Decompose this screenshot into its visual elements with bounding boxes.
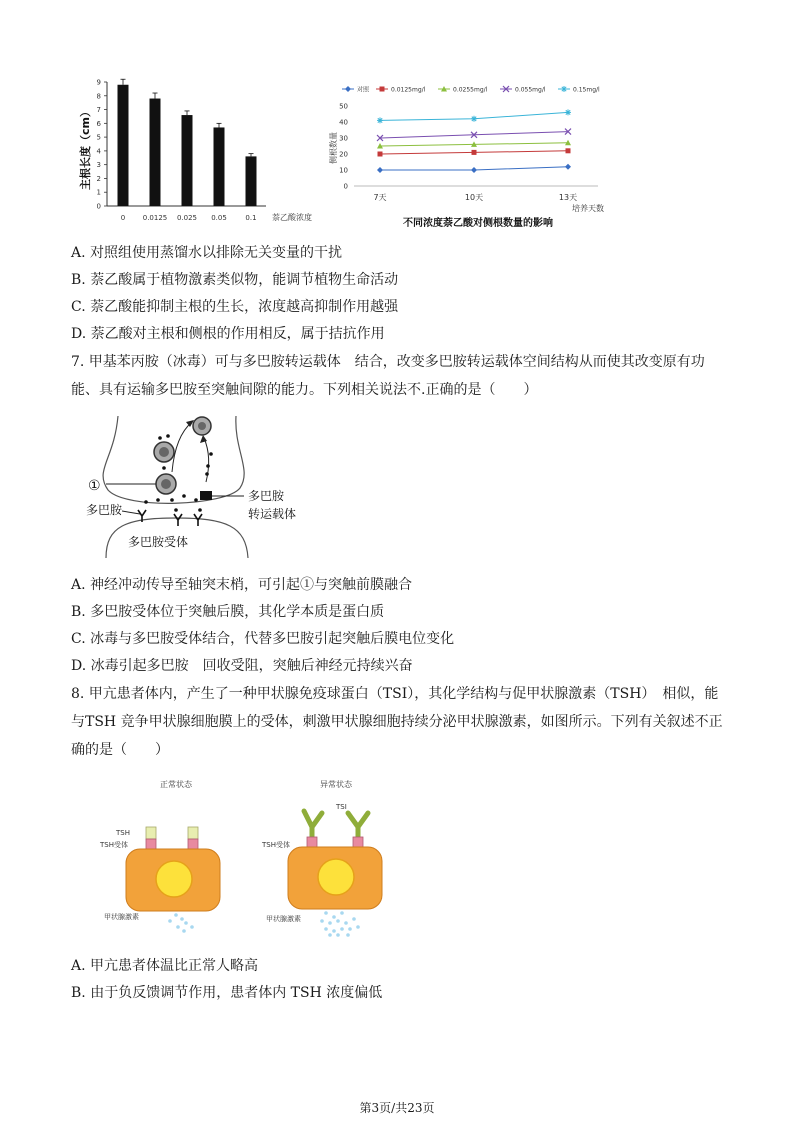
- line-y-tick-label-3: 30: [339, 134, 348, 143]
- vesicle: [154, 442, 174, 462]
- abnormal-nucleus: [318, 859, 354, 895]
- line-point-0-2: [565, 164, 571, 170]
- bar-y-tick-label-2: 2: [96, 174, 101, 183]
- bar-y-tick-label-1: 1: [96, 188, 101, 197]
- bar-4: [246, 156, 257, 206]
- q6-option-d: D. 萘乙酸对主根和侧根的作用相反，属于拮抗作用: [71, 326, 385, 342]
- tsi-antibody-2: [348, 813, 368, 837]
- tsi-antibody-1: [304, 811, 322, 837]
- legend-label-4: 0.15mg/l: [573, 86, 600, 94]
- line-point-0-0: [377, 167, 383, 173]
- legend-label-1: 0.0125mg/l: [391, 86, 426, 94]
- bar-x-tick-label-4: 0.1: [245, 214, 257, 222]
- label-tsh-receptor-normal: TSH受体: [100, 841, 128, 849]
- vesicle-1: [156, 474, 176, 494]
- arrow-vesicle-up: [172, 422, 192, 472]
- q6-option-a: A. 对照组使用蒸馏水以排除无关变量的干扰: [71, 245, 343, 261]
- line-point-1-2: [566, 148, 571, 153]
- label-normal-state: 正常状态: [160, 780, 192, 789]
- normal-tsh-2: [188, 827, 198, 839]
- line-point-4-2: [565, 109, 571, 115]
- line-x-tick-label-1: 10天: [464, 193, 484, 202]
- line-y-tick-label-2: 20: [339, 150, 348, 159]
- line-point-0-1: [471, 167, 477, 173]
- label-circle-1: ①: [88, 478, 101, 494]
- bar-y-tick-label-0: 0: [96, 202, 101, 211]
- line-x-tick-label-0: 7天: [373, 193, 387, 202]
- q8-stem: 8. 甲亢患者体内，产生了一种甲状腺免疫球蛋白（TSI），其化学结构与促甲状腺激素（TSH） 相似，能与TSH 竞争甲状腺细胞膜上的受体，刺激甲状腺细胞持续分泌甲状腺激素，如图所示。下列有关叙述不正确的是（ ）: [71, 686, 723, 758]
- label-tsh-receptor-abnormal: TSH受体: [262, 841, 290, 849]
- line-y-tick-label-0: 0: [343, 182, 348, 191]
- q6-option-c: C. 萘乙酸能抑制主根的生长，浓度越高抑制作用越强: [71, 299, 399, 315]
- q8-option-b: B. 由于负反馈调节作用，患者体内 TSH 浓度偏低: [71, 985, 383, 1001]
- bar-3: [214, 127, 225, 206]
- label-transporter-1: 多巴胺: [248, 489, 285, 503]
- legend-marker-0: [345, 86, 351, 92]
- legend-marker-1: [380, 87, 385, 92]
- legend-label-2: 0.0255mg/l: [453, 86, 488, 94]
- bar-y-tick-label-4: 4: [96, 147, 101, 156]
- line-chart-caption: 不同浓度萘乙酸对侧根数量的影响: [403, 218, 553, 229]
- label-tsi: TSI: [336, 803, 347, 811]
- line-point-1-1: [472, 150, 477, 155]
- line-point-4-0: [377, 117, 383, 123]
- line-x-tick-label-2: 13天: [558, 193, 578, 202]
- bar-chart-xlabel: 萘乙酸浓度: [272, 213, 312, 222]
- page-footer: 第3页/共23页: [359, 1101, 435, 1115]
- line-chart-xlabel: 培养天数: [572, 204, 604, 213]
- legend-label-0: 对照: [357, 86, 370, 94]
- bar-x-tick-label-3: 0.05: [211, 214, 227, 222]
- dopamine-transporter: [200, 491, 212, 500]
- legend-label-3: 0.055mg/l: [515, 86, 546, 94]
- label-dopamine-receptor: 多巴胺受体: [128, 535, 189, 549]
- q8-option-a: A. 甲亢患者体温比正常人略高: [71, 958, 259, 974]
- dopamine-dots: [144, 434, 213, 512]
- label-thyroid-hormone-abnormal: 甲状腺激素: [266, 915, 301, 923]
- abnormal-hormone-dots: [320, 911, 360, 937]
- q7-option-d: D. 冰毒引起多巴胺 回收受阻，突触后神经元持续兴奋: [71, 658, 413, 674]
- label-abnormal-state: 异常状态: [320, 780, 352, 789]
- line-point-4-1: [471, 116, 477, 122]
- line-chart: [318, 78, 618, 230]
- normal-tsh-1: [146, 827, 156, 839]
- thyroid-diagram: [86, 773, 406, 943]
- line-y-tick-label-5: 50: [339, 102, 348, 111]
- bar-y-tick-label-7: 7: [96, 106, 101, 115]
- line-y-tick-label-1: 10: [339, 166, 348, 175]
- line-chart-ylabel: 侧根数量: [329, 132, 338, 164]
- synapse-diagram: [76, 410, 336, 568]
- line-point-1-0: [378, 152, 383, 157]
- normal-hormone-dots: [168, 913, 194, 933]
- normal-nucleus: [156, 861, 192, 897]
- bar-y-tick-label-5: 5: [96, 133, 101, 142]
- bar-y-tick-label-6: 6: [96, 119, 101, 128]
- bar-x-tick-label-0: 0: [120, 214, 126, 222]
- label-dopamine: 多巴胺: [86, 503, 123, 517]
- q7-stem: 7. 甲基苯丙胺（冰毒）可与多巴胺转运载体 结合，改变多巴胺转运载体空间结构从而使其改变原有功能、具有运输多巴胺至突触间隙的能力。下列相关说法不.正确的是（ ）: [71, 354, 705, 398]
- bar-x-tick-label-1: 0.0125: [142, 214, 168, 222]
- legend-marker-4: [561, 86, 567, 92]
- bar-chart-ylabel: 主根长度（cm）: [79, 106, 92, 190]
- q7-option-a: A. 神经冲动传导至轴突末梢，可引起①与突触前膜融合: [71, 577, 413, 593]
- bar-0: [118, 85, 129, 206]
- label-transporter-2: 转运载体: [248, 507, 297, 521]
- line-y-tick-label-4: 40: [339, 118, 348, 127]
- bar-y-tick-label-9: 9: [96, 78, 101, 87]
- bar-1: [150, 99, 161, 206]
- bar-y-tick-label-8: 8: [96, 92, 101, 101]
- bar-chart: [76, 70, 312, 230]
- q7-option-b: B. 多巴胺受体位于突触后膜，其化学本质是蛋白质: [71, 604, 385, 620]
- q7-option-c: C. 冰毒与多巴胺受体结合，代替多巴胺引起突触后膜电位变化: [71, 631, 455, 647]
- bar-2: [182, 115, 193, 206]
- dopamine-leader: [122, 511, 140, 514]
- bar-x-tick-label-2: 0.025: [176, 214, 198, 222]
- q6-option-b: B. 萘乙酸属于植物激素类似物，能调节植物生命活动: [71, 272, 399, 288]
- bar-y-tick-label-3: 3: [96, 161, 101, 170]
- label-tsh: TSH: [116, 829, 130, 837]
- vesicle-recycled: [193, 417, 211, 435]
- label-thyroid-hormone-normal: 甲状腺激素: [104, 913, 139, 921]
